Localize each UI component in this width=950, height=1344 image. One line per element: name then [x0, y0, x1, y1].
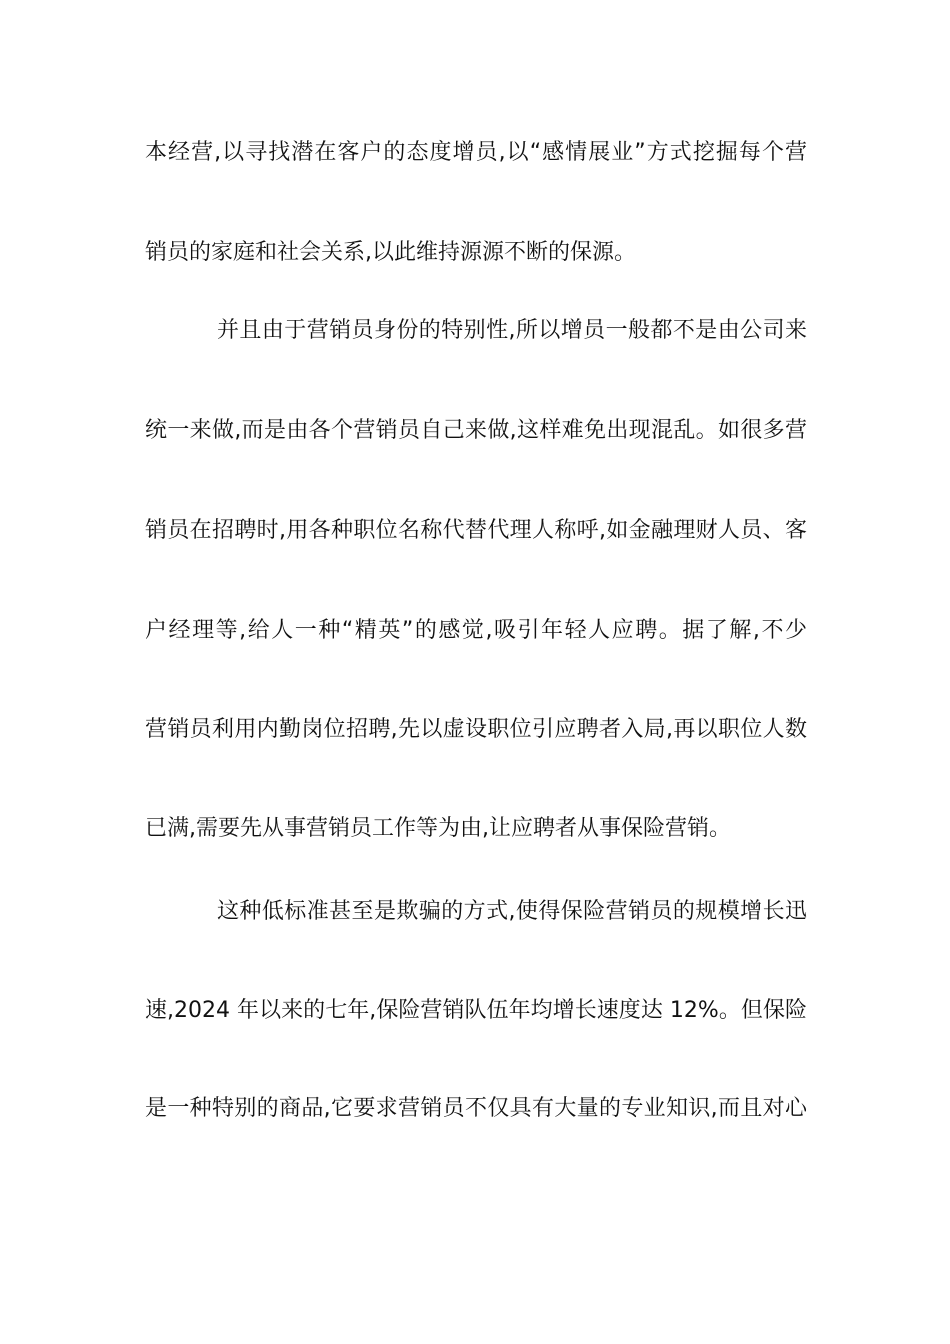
text-line-10: 速,2024 年以来的七年,保险营销队伍年均增长速度达 12%。但保险 [145, 998, 807, 1023]
text-line-4: 统一来做,而是由各个营销员自己来做,这样难免出现混乱。如很多营 [145, 418, 807, 443]
text-line-1: 本经营,以寻找潜在客户的态度增员,以“感情展业”方式挖掘每个营 [145, 140, 807, 165]
text-line-5: 销员在招聘时,用各种职位名称代替代理人称呼,如金融理财人员、客 [145, 518, 807, 543]
text-line-6: 户经理等,给人一种“精英”的感觉,吸引年轻人应聘。据了解,不少 [145, 618, 807, 643]
text-line-8: 已满,需要先从事营销员工作等为由,让应聘者从事保险营销。 [145, 816, 731, 841]
text-line-3: 并且由于营销员身份的特别性,所以增员一般都不是由公司来 [217, 318, 807, 343]
text-line-2: 销员的家庭和社会关系,以此维持源源不断的保源。 [145, 240, 636, 265]
text-line-7: 营销员利用内勤岗位招聘,先以虚设职位引应聘者入局,再以职位人数 [145, 717, 807, 742]
text-line-11: 是一种特别的商品,它要求营销员不仅具有大量的专业知识,而且对心 [145, 1096, 807, 1121]
text-line-9: 这种低标准甚至是欺骗的方式,使得保险营销员的规模增长迅 [217, 899, 807, 924]
